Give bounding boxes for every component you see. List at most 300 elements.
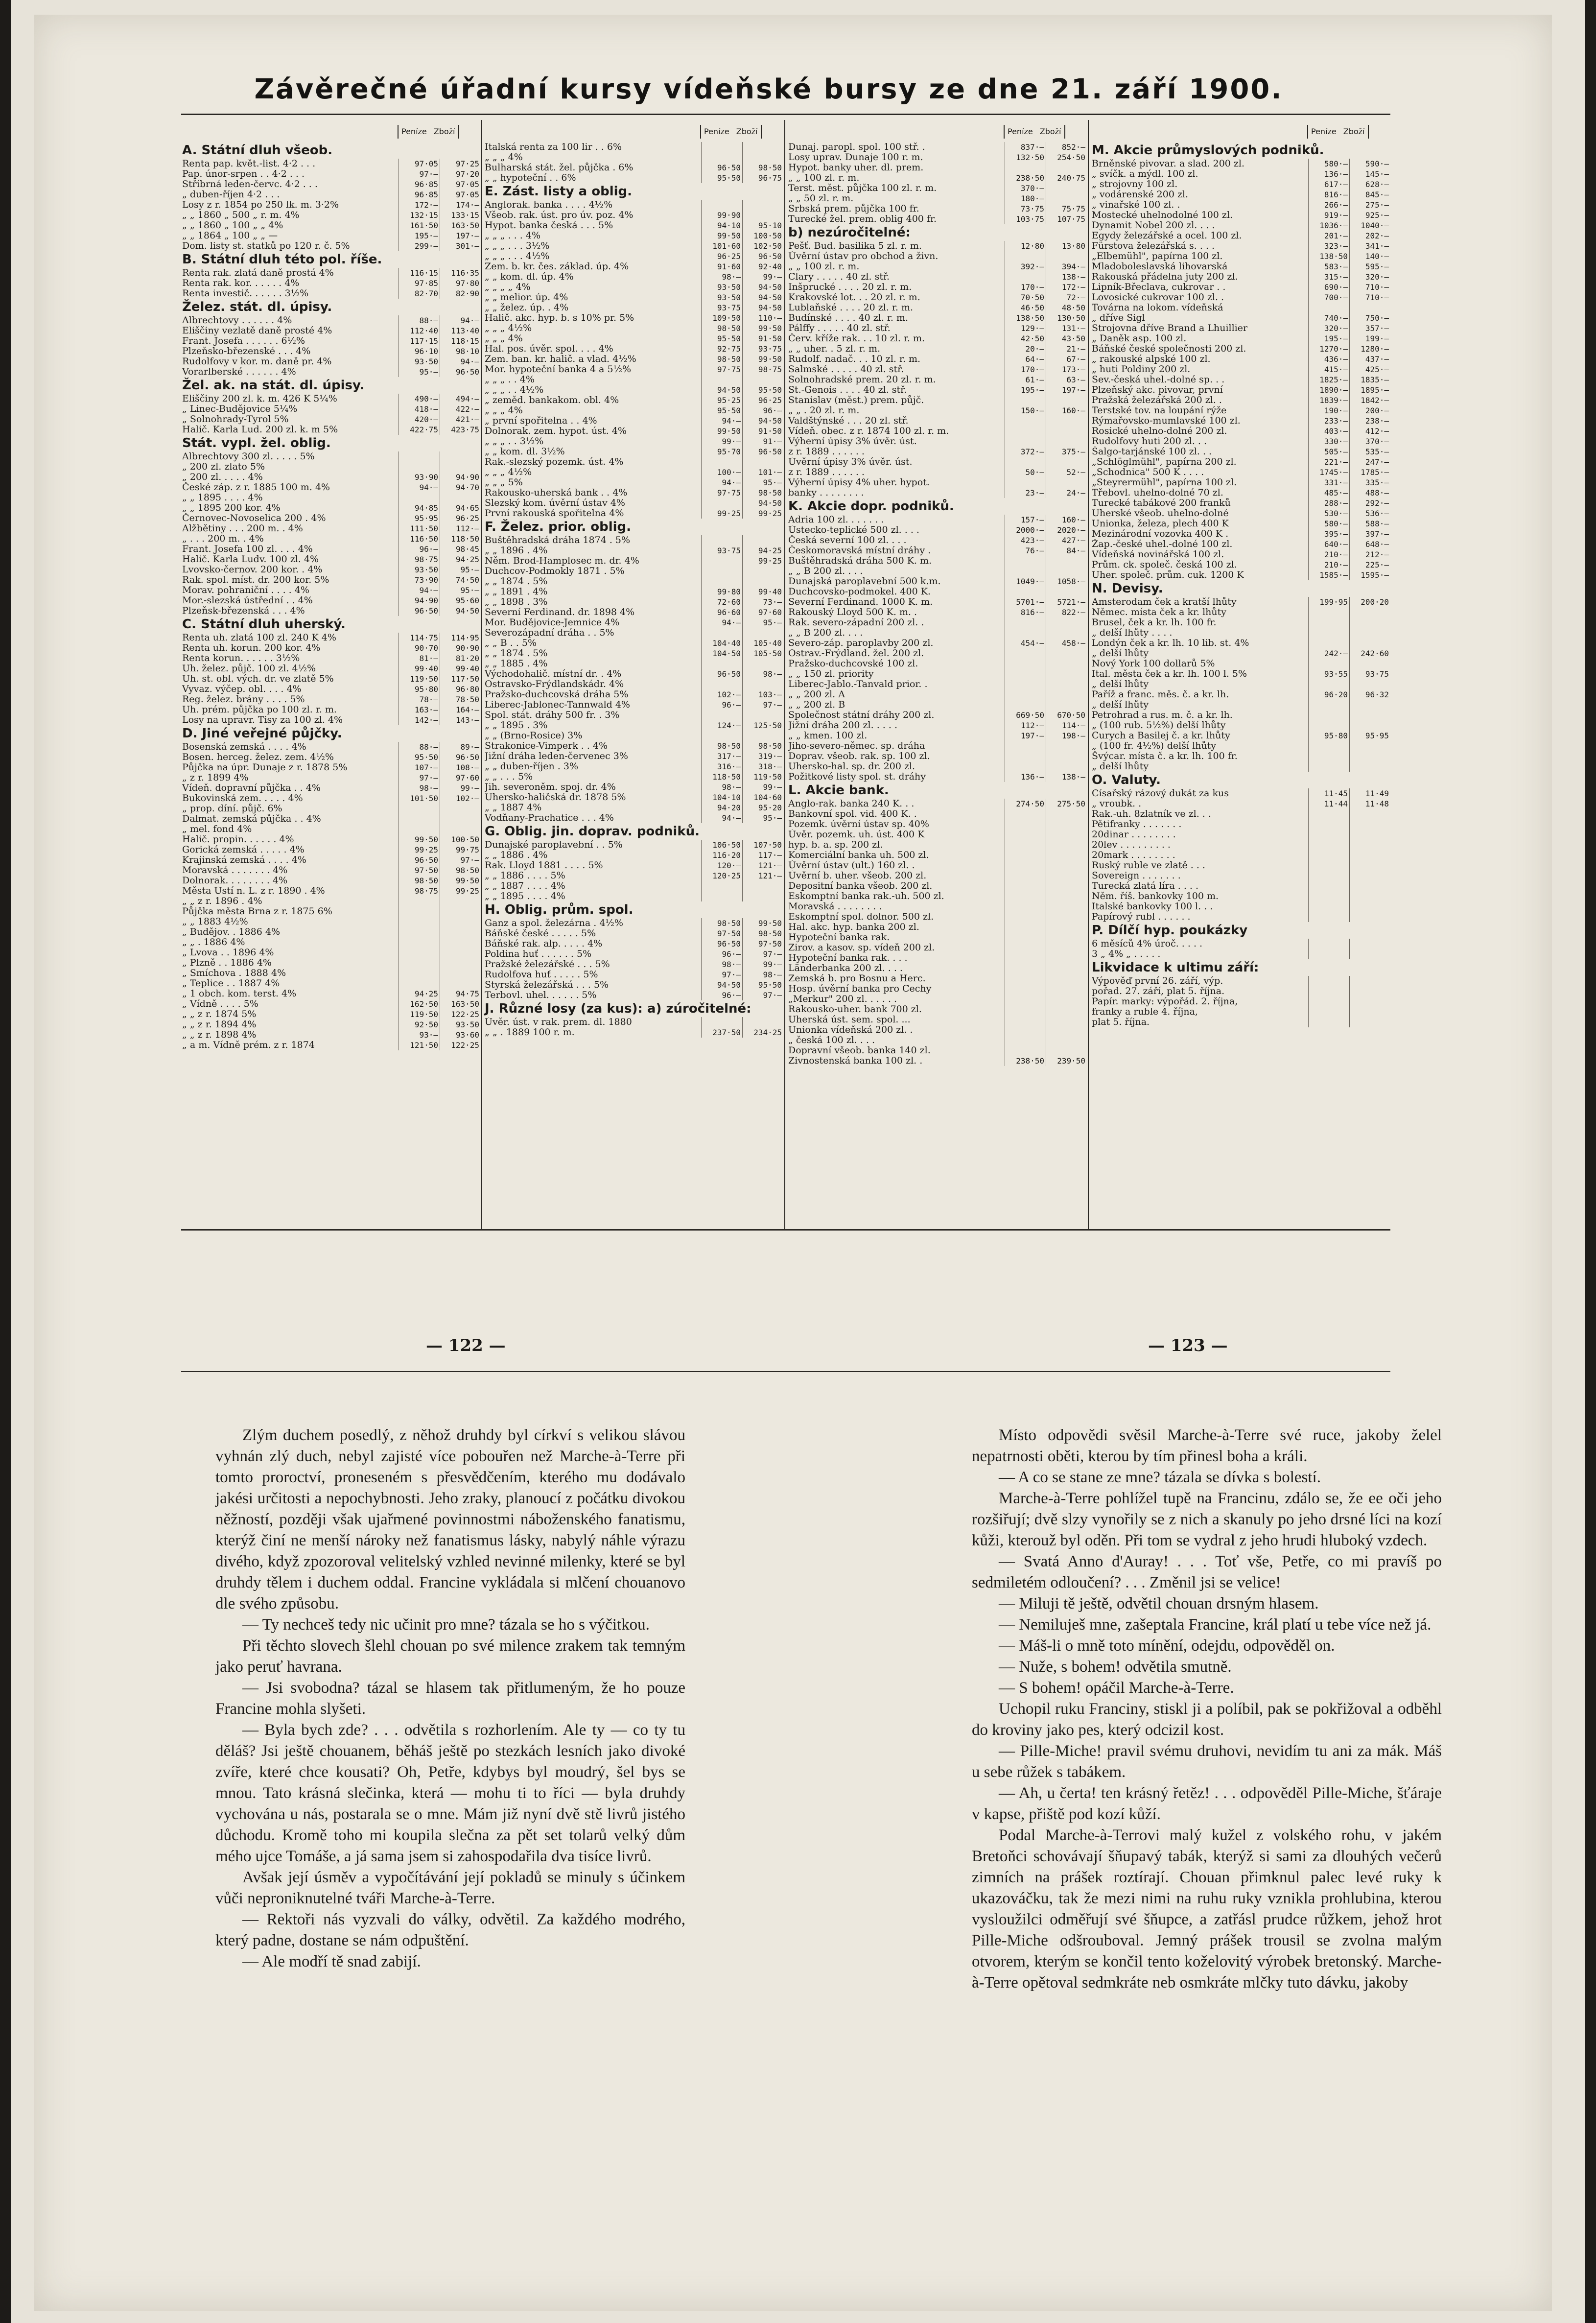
section-title: B. Státní dluh této pol. říše.: [182, 252, 382, 267]
price-money: 97·85: [399, 278, 440, 288]
security-name: Úvěrní úpisy 3% úvěr. úst.: [788, 457, 913, 467]
security-name: Severní Ferdinand. dr. 1898 4%: [485, 607, 635, 617]
table-row: [788, 375, 1087, 385]
table-row: [1092, 159, 1390, 169]
price-goods: [1349, 607, 1390, 617]
price-goods: 234·25: [742, 1027, 783, 1038]
price-money: 837·—: [1005, 142, 1046, 152]
price-goods: 93·60: [440, 1030, 481, 1040]
price-money: 266·—: [1308, 200, 1349, 210]
security-name: Hosp. úvěrní banka pro Čechy: [788, 984, 932, 994]
price-money: [1005, 850, 1046, 860]
table-row: [485, 535, 783, 545]
security-name: Vorarlberské . . . . . . 4%: [182, 367, 296, 377]
price-money: [1005, 912, 1046, 922]
security-name: 20lev . . . . . . . . .: [1092, 840, 1171, 850]
price-goods: [1349, 809, 1390, 819]
section-title: F. Želez. prior. oblig.: [485, 520, 631, 534]
price-goods: [1046, 251, 1087, 261]
price-money: [701, 566, 742, 576]
price-goods: 100·50: [742, 231, 783, 241]
column-header: [700, 125, 762, 139]
security-name: Eliščiny vezlatě daně prosté 4%: [182, 326, 332, 336]
table-row: [1092, 416, 1390, 426]
price-goods: 239·50: [1046, 1056, 1087, 1066]
price-money: 372·—: [1005, 447, 1046, 457]
security-name: Rudolfova huť . . . . . 5%: [485, 970, 598, 980]
security-name: „ (100 fr. 4½%) delší lhůty: [1092, 741, 1216, 751]
table-row: [1092, 741, 1390, 751]
price-goods: 99·40: [742, 587, 783, 597]
table-row: [485, 918, 783, 928]
section-title: G. Oblig. jin. doprav. podniků.: [485, 824, 700, 839]
price-money: 95·80: [399, 684, 440, 694]
price-money: [1308, 939, 1349, 949]
table-row: [182, 684, 481, 694]
price-money: 97·50: [399, 865, 440, 876]
table-row: [485, 508, 783, 519]
table-row: [1092, 241, 1390, 251]
price-money: 132·50: [1005, 152, 1046, 163]
price-goods: [1046, 163, 1087, 173]
security-name: Pražsko-duchcovská dráha 5%: [485, 689, 629, 700]
table-row: [485, 231, 783, 241]
section-title: P. Dílčí hyp. poukázky: [1092, 923, 1248, 938]
security-name: „ „ kom. dl. úp. 4%: [485, 272, 574, 282]
security-name: „Schodnica" 500 K . . . .: [1092, 467, 1204, 477]
price-money: 238·50: [1005, 173, 1046, 183]
price-goods: 588·—: [1349, 519, 1390, 529]
section-title: E. Zást. listy a oblig.: [485, 184, 633, 199]
table-row: [485, 689, 783, 700]
security-name: Českomoravská místní dráhy .: [788, 545, 931, 556]
price-money: 112·—: [1005, 720, 1046, 731]
price-money: 93·55: [1308, 669, 1349, 679]
table-row: [788, 261, 1087, 272]
security-name: Severozápadní dráha . . 5%: [485, 628, 614, 638]
price-goods: [1046, 1015, 1087, 1025]
price-goods: 81·20: [440, 653, 481, 664]
security-name: „ „ „ 5%: [485, 477, 523, 488]
price-goods: 78·50: [440, 694, 481, 705]
section-title: J. Různé losy (za kus): a) zúročitelné:: [485, 1001, 751, 1016]
security-name: Terbovl. uhel. . . . . . 5%: [485, 990, 597, 1000]
security-name: 3 „ 4% „ . . . . .: [1092, 949, 1161, 959]
price-goods: 427·—: [1046, 535, 1087, 545]
price-money: 1036·—: [1308, 220, 1349, 231]
security-name: Rak.-uh. 8zlatník ve zl. . .: [1092, 809, 1211, 819]
table-row: [1092, 508, 1390, 519]
security-name: „ česká 100 zl. . . .: [788, 1035, 875, 1045]
price-goods: 97·—: [742, 990, 783, 1000]
table-row: [182, 544, 481, 554]
price-money: 93·—: [399, 1030, 440, 1040]
table-row: [788, 638, 1087, 648]
table-row: [485, 210, 783, 220]
security-name: Rakouská přádelna juty 200 zl.: [1092, 272, 1238, 282]
price-goods: [1046, 1035, 1087, 1045]
security-name: Sovereign . . . . . . .: [1092, 871, 1181, 881]
table-row: [1092, 488, 1390, 498]
table-row: [485, 477, 783, 488]
security-name: Poldina huť . . . . . . 5%: [485, 949, 592, 959]
price-money: 403·—: [1308, 426, 1349, 436]
price-money: 392·—: [1005, 261, 1046, 272]
security-name: Anglo-rak. banka 240 K. . .: [788, 799, 915, 809]
security-name: Dom. listy st. statků po 120 r. č. 5%: [182, 241, 350, 251]
table-row: [1092, 731, 1390, 741]
security-name: Mostecké uhelnodolné 100 zl.: [1092, 210, 1233, 220]
price-goods: [1046, 457, 1087, 467]
section-title: A. Státní dluh všeob.: [182, 143, 333, 158]
table-row: [485, 959, 783, 970]
table-row: [1092, 840, 1390, 850]
security-name: „ „ z r. 1874 5%: [182, 1009, 257, 1019]
price-money: [1005, 679, 1046, 689]
price-money: 1049·—: [1005, 576, 1046, 587]
price-goods: [742, 1017, 783, 1027]
table-row: [788, 241, 1087, 251]
table-row: [485, 385, 783, 395]
price-money: [1308, 628, 1349, 638]
price-goods: 238·—: [1349, 416, 1390, 426]
security-name: Rudolfovy huti 200 zl. . .: [1092, 436, 1207, 447]
price-goods: [1046, 963, 1087, 973]
price-goods: [742, 710, 783, 720]
security-name: Petrohrad a rus. m. č. a kr. lh.: [1092, 710, 1233, 720]
price-money: [1005, 963, 1046, 973]
security-name: Východohalič. místní dr. . 4%: [485, 669, 622, 679]
table-row: [182, 1040, 481, 1050]
security-name: Lvovsko-černov. 200 kor. . 4%: [182, 565, 323, 575]
table-row: [485, 416, 783, 426]
table-row: [788, 1015, 1087, 1025]
header-money: Peníze: [704, 127, 729, 136]
price-goods: 94·75: [440, 989, 481, 999]
security-name: Dunajská paroplavební 500 k.m.: [788, 576, 941, 587]
table-row: [182, 937, 481, 948]
table-row: [788, 405, 1087, 416]
price-money: 81·—: [399, 653, 440, 664]
price-money: 96·50: [701, 669, 742, 679]
price-money: 124·—: [701, 720, 742, 731]
table-row: [182, 534, 481, 544]
price-goods: [1349, 1007, 1390, 1017]
price-money: [399, 451, 440, 462]
table-row: [788, 556, 1087, 566]
price-goods: [1046, 566, 1087, 576]
price-money: 88·—: [399, 742, 440, 752]
price-goods: [1046, 901, 1087, 912]
price-money: [1308, 1007, 1349, 1017]
table-row: [182, 336, 481, 346]
price-goods: 925·—: [1349, 210, 1390, 220]
table-row: [788, 617, 1087, 628]
security-name: Doprav. všeob. rak. sp. 100 zl.: [788, 751, 930, 761]
security-name: „ a m. Vídně prém. z r. 1874: [182, 1040, 315, 1050]
price-money: 94·25: [399, 989, 440, 999]
table-row: [788, 932, 1087, 943]
table-row: [485, 813, 783, 823]
price-money: 505·—: [1308, 447, 1349, 457]
table-row: [788, 772, 1087, 782]
table-row: [788, 850, 1087, 860]
price-goods: 94·25: [742, 545, 783, 556]
price-goods: [1046, 953, 1087, 963]
table-row: [788, 477, 1087, 488]
price-money: 420·—: [399, 414, 440, 425]
security-name: Ganz a spol. železárna . 4½%: [485, 918, 623, 928]
price-goods: 628·—: [1349, 179, 1390, 190]
price-money: [1005, 953, 1046, 963]
column-header: [398, 125, 459, 139]
price-goods: [1046, 416, 1087, 426]
price-goods: [742, 142, 783, 152]
price-goods: 99·25: [440, 886, 481, 896]
table-row: [788, 313, 1087, 323]
title-rule: [181, 114, 1390, 115]
table-column: [788, 142, 1087, 1066]
price-money: 238·50: [1005, 1056, 1046, 1066]
price-money: 82·70: [399, 288, 440, 299]
price-money: 95·50: [701, 405, 742, 416]
table-row: [182, 978, 481, 989]
security-name: „ „ „ 4½%: [485, 323, 532, 333]
table-row: [182, 231, 481, 241]
table-row: [788, 963, 1087, 973]
security-name: Mor. Budějovice-Jemnice 4%: [485, 617, 620, 628]
security-name: „ „ 1887 4%: [485, 803, 542, 813]
security-name: Uh. st. obl. vých. dr. ve zlatě 5%: [182, 674, 334, 684]
price-goods: [1046, 984, 1087, 994]
header-money: Peníze: [401, 127, 427, 136]
table-row: [788, 799, 1087, 809]
security-name: Hal. akc. hyp. banka 200 zl.: [788, 922, 919, 932]
security-name: Ostravsko-Frýdlandskádr. 4%: [485, 679, 624, 689]
security-name: „ „ 1874 . 5%: [485, 576, 548, 587]
security-name: „ Teplice . . 1887 4%: [182, 978, 280, 989]
table-row: [182, 565, 481, 575]
price-goods: 97·—: [742, 700, 783, 710]
security-name: Dolnorak. zem. hypot. úst. 4%: [485, 426, 627, 436]
price-goods: 73·—: [742, 597, 783, 607]
security-name: Rýmařovsko-mumlavské 100 zl.: [1092, 416, 1241, 426]
price-goods: 97·60: [440, 773, 481, 783]
table-row: [485, 313, 783, 323]
price-money: 97·50: [701, 928, 742, 939]
column-divider: [784, 120, 785, 1229]
security-name: Zemská b. pro Bosnu a Herc.: [788, 973, 926, 984]
price-goods: 91·50: [742, 333, 783, 344]
price-money: 99·50: [399, 834, 440, 845]
security-name: Renta rak. kor. . . . . . 4%: [182, 278, 300, 288]
price-goods: [1046, 556, 1087, 566]
security-name: „ „ „ „ 4%: [485, 282, 531, 292]
security-name: Unionka, železa, plech 400 K: [1092, 519, 1229, 529]
security-name: „ „ „ . . . 3½%: [485, 241, 550, 251]
table-row: [788, 891, 1087, 901]
price-money: 104·50: [701, 648, 742, 659]
price-money: 170·—: [1005, 282, 1046, 292]
table-row: [485, 840, 783, 850]
price-money: 23·—: [1005, 488, 1046, 498]
price-goods: 13·80: [1046, 241, 1087, 251]
price-goods: 125·50: [742, 720, 783, 731]
price-money: 5701·—: [1005, 597, 1046, 607]
price-money: 195·—: [1308, 333, 1349, 344]
security-name: Frant. Josefa 100 zl. . . . 4%: [182, 544, 313, 554]
table-row: [182, 906, 481, 917]
security-name: Moravská . . . . . . . .: [788, 901, 882, 912]
price-goods: 11·49: [1349, 788, 1390, 799]
price-money: [1005, 973, 1046, 984]
table-row: [485, 261, 783, 272]
price-money: 99·25: [701, 508, 742, 519]
security-name: pořad. 27. září, plat 5. října.: [1092, 986, 1225, 996]
column-header: [1307, 125, 1369, 139]
table-row: [1092, 1007, 1390, 1017]
price-money: 98·50: [701, 918, 742, 928]
price-money: 104·10: [701, 792, 742, 803]
price-goods: 240·75: [1046, 173, 1087, 183]
table-row: [485, 498, 783, 508]
price-goods: 197·—: [440, 231, 481, 241]
table-row: [485, 659, 783, 669]
price-goods: 99·50: [440, 876, 481, 886]
security-name: „ „ z r. 1894 4%: [182, 1019, 257, 1030]
header-goods: Zboží: [1343, 127, 1365, 136]
paragraph: Místo odpovědi svěsil Marche-à-Terre své ruce, jakoby želel nepatrnosti oběti, kterou by tím přinesl boha a králi.: [972, 1426, 1442, 1465]
page-number-left: — 122 —: [426, 1336, 506, 1355]
price-money: 95·80: [1308, 731, 1349, 741]
price-money: 96·85: [399, 190, 440, 200]
table-row: [788, 860, 1087, 871]
price-goods: 94·25: [440, 554, 481, 565]
price-money: [1308, 996, 1349, 1007]
price-goods: 394·—: [1046, 261, 1087, 272]
security-name: Česká severní 100 zl. . . .: [788, 535, 907, 545]
table-row: [182, 896, 481, 906]
security-name: hyp. b. a. sp. 200 zl.: [788, 840, 883, 850]
table-row: [788, 669, 1087, 679]
price-goods: 164·—: [440, 705, 481, 715]
table-row: [182, 742, 481, 752]
security-name: „ svíčk. a mýdl. 100 zl.: [1092, 169, 1198, 179]
price-money: [1005, 994, 1046, 1004]
price-goods: [440, 824, 481, 834]
price-goods: 133·15: [440, 210, 481, 220]
table-row: [1092, 700, 1390, 710]
price-money: 117·15: [399, 336, 440, 346]
security-name: Plzeňský akc. pivovar, první: [1092, 385, 1223, 395]
security-name: Egydy železářské a ocel. 100 zl.: [1092, 231, 1242, 241]
price-money: 415·—: [1308, 364, 1349, 375]
price-money: 116·15: [399, 268, 440, 278]
table-row: [182, 326, 481, 336]
price-goods: 247·—: [1349, 457, 1390, 467]
price-goods: 97·25: [440, 159, 481, 169]
security-name: Turecké žel. prem. oblig 400 fr.: [788, 214, 937, 224]
price-money: 1585·—: [1308, 570, 1349, 580]
security-name: plat 5. října.: [1092, 1017, 1150, 1027]
price-goods: 130·50: [1046, 313, 1087, 323]
table-row: [485, 980, 783, 990]
table-row: [485, 949, 783, 959]
price-goods: [1349, 850, 1390, 860]
price-goods: [440, 948, 481, 958]
price-money: [1308, 1017, 1349, 1027]
price-goods: 225·—: [1349, 560, 1390, 570]
table-row: [788, 436, 1087, 447]
price-goods: [1349, 638, 1390, 648]
table-row: [788, 333, 1087, 344]
price-goods: [1349, 949, 1390, 959]
security-name: Mladoboleslavská lihovarská: [1092, 261, 1228, 272]
price-goods: 357·—: [1349, 323, 1390, 333]
price-goods: 98·—: [742, 970, 783, 980]
price-goods: 24·—: [1046, 488, 1087, 498]
price-goods: 91·50: [742, 426, 783, 436]
security-name: Stříbrná leden-červc. 4·2 . . .: [182, 179, 318, 190]
price-money: 98·—: [701, 272, 742, 282]
price-money: 199·95: [1308, 597, 1349, 607]
price-goods: 100·50: [440, 834, 481, 845]
price-money: 95·25: [701, 395, 742, 405]
table-row: [485, 871, 783, 881]
security-name: „ „ 1895 . . . . 4%: [485, 891, 565, 901]
price-money: 116·50: [399, 534, 440, 544]
price-money: [1005, 1015, 1046, 1025]
price-goods: 119·50: [742, 772, 783, 782]
price-money: [399, 958, 440, 968]
security-name: Krajinská zemská . . . . 4%: [182, 855, 306, 865]
security-name: „ „ „ . . 3½%: [485, 436, 544, 447]
price-money: 197·—: [1005, 731, 1046, 741]
price-goods: 94·—: [440, 315, 481, 326]
price-money: [1308, 659, 1349, 669]
table-row: [788, 679, 1087, 689]
price-goods: 122·25: [440, 1009, 481, 1019]
table-row: [182, 554, 481, 565]
header-goods: Zboží: [1039, 127, 1061, 136]
table-row: [788, 587, 1087, 597]
table-row: [788, 659, 1087, 669]
price-money: 157·—: [1005, 515, 1046, 525]
security-name: „ „ hypoteční . . 6%: [485, 173, 576, 183]
price-goods: 95·—: [440, 565, 481, 575]
table-row: [788, 163, 1087, 173]
page-number-right: — 123 —: [1148, 1336, 1228, 1355]
table-row: [788, 142, 1087, 152]
price-money: 136·—: [1005, 772, 1046, 782]
price-money: 72·60: [701, 597, 742, 607]
price-money: 530·—: [1308, 508, 1349, 519]
table-row: [1092, 529, 1390, 539]
price-money: [1308, 809, 1349, 819]
price-money: [1005, 751, 1046, 761]
price-goods: 1040·—: [1349, 220, 1390, 231]
price-money: [701, 142, 742, 152]
price-goods: 275·—: [1349, 200, 1390, 210]
security-name: Buštěhradská dráha 1874 . 5%: [485, 535, 631, 545]
price-money: 73·90: [399, 575, 440, 585]
table-row: [1092, 659, 1390, 669]
table-row: [788, 416, 1087, 426]
table-row: [182, 927, 481, 937]
security-name: Eskomptní banka rak.-uh. 500 zl.: [788, 891, 944, 901]
price-goods: 648·—: [1349, 539, 1390, 549]
table-row: [182, 968, 481, 978]
